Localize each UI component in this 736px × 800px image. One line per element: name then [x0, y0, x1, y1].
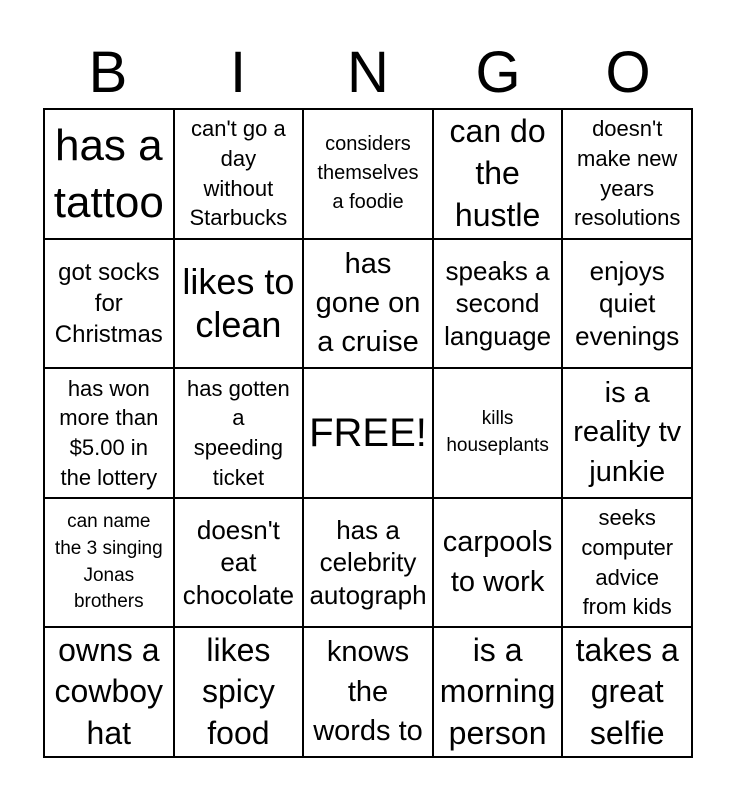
bingo-cell[interactable] [174, 627, 304, 757]
bingo-cell[interactable] [433, 109, 563, 239]
bingo-cell[interactable] [303, 627, 433, 757]
header-letter-b: B [88, 40, 128, 105]
bingo-cell[interactable] [174, 498, 304, 628]
bingo-cell-text: FREE! [309, 410, 427, 455]
bingo-cell[interactable] [174, 109, 304, 239]
bingo-cell-text: can do the hustle [449, 113, 546, 233]
bingo-cell-text: takes a great selfie [575, 631, 679, 751]
bingo-cell-text: considers themselves a foodie [317, 133, 419, 214]
bingo-cell-text: has a tattoo [53, 120, 164, 227]
bingo-cell[interactable] [174, 368, 304, 498]
bingo-cell[interactable] [562, 109, 692, 239]
bingo-cell-text: speaks a second language [444, 255, 552, 351]
bingo-cell-text: doesn't make new years resolutions [574, 116, 681, 231]
bingo-cell-text: knows the words to [313, 636, 423, 747]
bingo-cell-text: has a celebrity autograph [309, 514, 427, 610]
bingo-cell-text: doesn't eat chocolate [182, 514, 295, 610]
bingo-cell-text: is a reality tv junkie [573, 377, 682, 488]
bingo-cell[interactable] [44, 627, 174, 757]
bingo-cell[interactable] [174, 239, 304, 369]
bingo-cell-text: carpools to work [442, 526, 553, 598]
bingo-cell-text: has gotten a speeding ticket [187, 375, 290, 490]
bingo-cell[interactable] [562, 498, 692, 628]
bingo-grid [43, 108, 693, 758]
bingo-cell-text: can name the 3 singing Jonas brothers [54, 511, 163, 613]
bingo-cell-text: likes to clean [182, 261, 295, 346]
bingo-cell-text: has won more than $5.00 in the lottery [59, 375, 159, 490]
bingo-cell-text: is a morning person [439, 631, 556, 751]
bingo-cell-text: has gone on a cruise [315, 247, 421, 358]
header-letter-g: G [475, 40, 521, 105]
bingo-cell-text: can't go a day without Starbucks [189, 116, 288, 231]
bingo-cell-text: got socks for Christmas [54, 258, 163, 348]
bingo-cell[interactable] [44, 109, 174, 239]
bingo-cell[interactable] [433, 368, 563, 498]
header-letter-o: O [605, 40, 651, 105]
bingo-cell[interactable] [303, 109, 433, 239]
free-space-cell[interactable] [303, 368, 433, 498]
bingo-cell[interactable] [303, 498, 433, 628]
bingo-cell-text: owns a cowboy hat [54, 631, 164, 751]
header-letter-n: N [347, 40, 389, 105]
header-letter-i: I [229, 40, 247, 105]
bingo-cell[interactable] [433, 627, 563, 757]
bingo-cell-text: likes spicy food [201, 631, 275, 751]
bingo-cell[interactable] [44, 498, 174, 628]
bingo-cell[interactable] [433, 498, 563, 628]
bingo-cell[interactable] [44, 239, 174, 369]
bingo-cell[interactable] [562, 239, 692, 369]
bingo-cell[interactable] [562, 368, 692, 498]
bingo-header [43, 38, 693, 108]
bingo-cell[interactable] [44, 368, 174, 498]
bingo-cell[interactable] [562, 627, 692, 757]
bingo-cell[interactable] [433, 239, 563, 369]
bingo-cell-text: seeks computer advice from kids [581, 505, 674, 620]
bingo-cell[interactable] [303, 239, 433, 369]
bingo-cell-text: enjoys quiet evenings [575, 255, 680, 351]
bingo-cell-text: kills houseplants [446, 408, 549, 456]
